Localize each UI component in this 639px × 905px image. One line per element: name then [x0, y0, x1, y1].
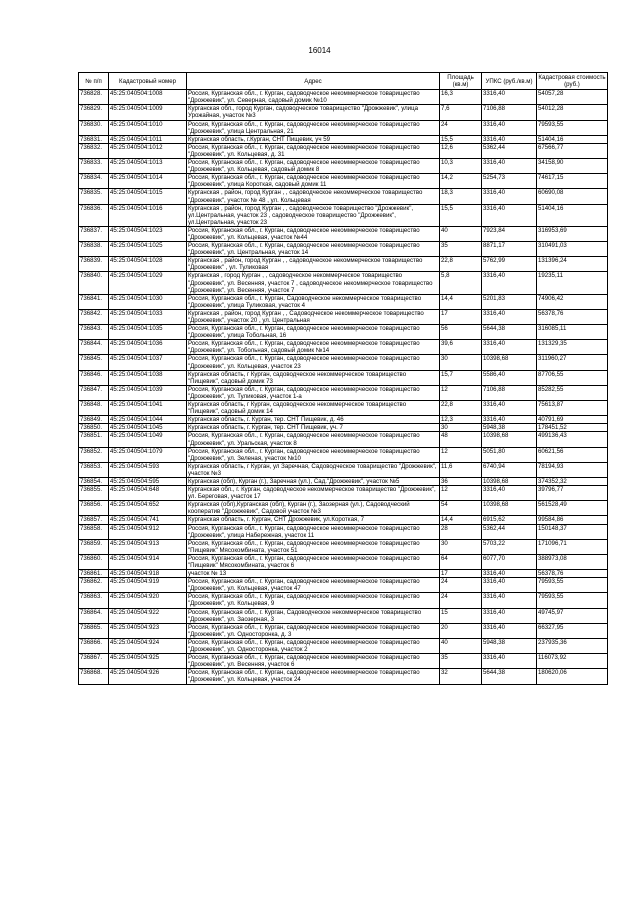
area: 22,8	[440, 257, 482, 272]
cadastral-cost: 311960,27	[537, 355, 608, 370]
address: Курганская область, г. Курган, тер. СНТ Пищевик, д. 46	[187, 416, 440, 424]
upks: 3316,40	[482, 272, 537, 294]
area: 30	[440, 424, 482, 432]
address: Россия, Курганская обл., г. Курган, садоводческое некоммерческое товарищество "Дрожжевик", ул. Зеленая, участок №10	[187, 447, 440, 462]
area: 14,2	[440, 174, 482, 189]
table-row	[79, 424, 608, 432]
row-num: 736836.	[79, 204, 109, 226]
cadastral-number: 45:25:040504:1012	[109, 143, 187, 158]
area: 24	[440, 593, 482, 608]
area: 16,3	[440, 90, 482, 105]
table-row	[79, 370, 608, 385]
table-row	[79, 120, 608, 135]
cadastral-cost: 79593,55	[537, 120, 608, 135]
cadastral-cost: 51404,16	[537, 204, 608, 226]
table-row	[79, 654, 608, 669]
upks: 5703,22	[482, 539, 537, 554]
address: Россия, Курганская обл., г. Курган, садоводческое некоммерческое товарищество "Дрожжевик", улица Центральная, 21	[187, 120, 440, 135]
area: 54	[440, 501, 482, 516]
upks: 5362,44	[482, 524, 537, 539]
area: 12	[440, 486, 482, 501]
area: 15,5	[440, 135, 482, 143]
table-row	[79, 90, 608, 105]
area: 35	[440, 242, 482, 257]
upks: 5254,73	[482, 174, 537, 189]
cadastral-cost: 49745,97	[537, 608, 608, 623]
address: Россия, Курганская обл., г. Курган, садоводческое некоммерческое товарищество "Дрожжевик", ул. Кольцевая, участок 24	[187, 669, 440, 684]
cadastral-cost: 85282,55	[537, 385, 608, 400]
cadastral-number: 45:25:040504:1039	[109, 385, 187, 400]
cadastral-number: 45:25:040504:1037	[109, 355, 187, 370]
row-num: 736845.	[79, 355, 109, 370]
cadastral-number: 45:25:040504:1036	[109, 340, 187, 355]
table-row	[79, 432, 608, 447]
table-row	[79, 242, 608, 257]
table-row	[79, 608, 608, 623]
address: Россия, Курганская обл., г. Курган, Садоводческое некоммерческое товарищество "Дрожжевик", ул. Заозерная, 3	[187, 608, 440, 623]
area: 12,6	[440, 143, 482, 158]
table-row	[79, 623, 608, 638]
area: 30	[440, 355, 482, 370]
row-num: 736852.	[79, 447, 109, 462]
upks: 5644,38	[482, 325, 537, 340]
cadastral-number: 45:25:040504:1028	[109, 257, 187, 272]
table-row	[79, 524, 608, 539]
address: Курганская обл., город Курган, садоводческое товарищество "Дрожжевик", улица Урожайная, участок №3	[187, 105, 440, 120]
area: 20	[440, 623, 482, 638]
cadastral-number: 45:25:040504:920	[109, 593, 187, 608]
upks: 7106,88	[482, 385, 537, 400]
row-num: 736867.	[79, 654, 109, 669]
cadastral-cost: 75613,87	[537, 401, 608, 416]
cadastral-cost: 180620,06	[537, 669, 608, 684]
cadastral-cost: 74617,15	[537, 174, 608, 189]
row-num: 736844.	[79, 340, 109, 355]
cadastral-cost: 39796,77	[537, 486, 608, 501]
area: 48	[440, 432, 482, 447]
address: Россия, Курганская обл., г. Курган, садоводческое некоммерческое товарищество "Дрожжевик", ул. Кольцевая, садовый домик 8	[187, 159, 440, 174]
cadastral-number: 45:25:040504:1014	[109, 174, 187, 189]
table-header-row	[79, 73, 608, 90]
cadastral-number: 45:25:040504:1035	[109, 325, 187, 340]
cadastral-cost: 60621,56	[537, 447, 608, 462]
area: 15,7	[440, 370, 482, 385]
area: 17	[440, 309, 482, 324]
upks: 3316,40	[482, 120, 537, 135]
row-num: 736868.	[79, 669, 109, 684]
address: Курганская , район, город Курган , , садоводческое некоммерческое товарищество "Дрожжевик" , ул. Туликовая	[187, 257, 440, 272]
cadastral-cost: 131329,35	[537, 340, 608, 355]
cadastral-cost: 78194,93	[537, 462, 608, 477]
table-row	[79, 174, 608, 189]
address: Курганская , район, город Курган , , садоводческое некоммерческое товарищество "Дрожжевик", участок № 48 , ул. Кольцевая	[187, 189, 440, 204]
table-row	[79, 578, 608, 593]
address: Курганская область, г Курган, садоводческое некоммерческое товарищество "Пищевик", садовый домик 14	[187, 401, 440, 416]
table-row	[79, 257, 608, 272]
address: Россия, Курганская обл., г. Курган, садоводческое некоммерческое товарищество "Дрожжевик", улица Короткая, садовый домик 11	[187, 174, 440, 189]
area: 32	[440, 669, 482, 684]
upks: 3316,40	[482, 608, 537, 623]
cadastral-cost: 66327,95	[537, 623, 608, 638]
table-row	[79, 593, 608, 608]
address: Курганская область, г. Курган, тер. СНТ Пищевик, уч. 7	[187, 424, 440, 432]
area: 40	[440, 226, 482, 241]
upks: 10398,68	[482, 501, 537, 516]
address: Россия, Курганская обл., г. Курган, Садоводческое некоммерческое товарищество "Дрожжевик", улица Туликовая, участок 4	[187, 294, 440, 309]
row-num: 736857.	[79, 516, 109, 524]
row-num: 736833.	[79, 159, 109, 174]
cadastral-cost: 56378,76	[537, 309, 608, 324]
area: 15	[440, 608, 482, 623]
row-num: 736865.	[79, 623, 109, 638]
table-row	[79, 462, 608, 477]
upks: 6077,70	[482, 554, 537, 569]
address: участок № 13	[187, 570, 440, 578]
cadastral-number: 45:25:040504:924	[109, 638, 187, 653]
address: Курганская область, г.Курган, СНТ Пищевик, уч 59	[187, 135, 440, 143]
address: Россия, Курганская обл., г. Курган, садоводческое некоммерческое товарищество "Пищевик" Мясокомбината, участок 6	[187, 554, 440, 569]
cadastral-cost: 67566,77	[537, 143, 608, 158]
upks: 3316,40	[482, 486, 537, 501]
table-row	[79, 638, 608, 653]
cadastral-number: 45:25:040504:926	[109, 669, 187, 684]
cadastral-cost: 499136,43	[537, 432, 608, 447]
upks: 3316,40	[482, 159, 537, 174]
table-row	[79, 416, 608, 424]
upks: 5586,40	[482, 370, 537, 385]
row-num: 736864.	[79, 608, 109, 623]
area: 12,3	[440, 416, 482, 424]
cadastral-cost: 237935,36	[537, 638, 608, 653]
area: 35	[440, 654, 482, 669]
cadastral-number: 45:25:040504:914	[109, 554, 187, 569]
cadastral-cost: 388973,08	[537, 554, 608, 569]
cadastral-cost: 34158,90	[537, 159, 608, 174]
table-row	[79, 401, 608, 416]
area: 12	[440, 447, 482, 462]
cadastral-number: 45:25:040504:923	[109, 623, 187, 638]
row-num: 736840.	[79, 272, 109, 294]
row-num: 736856.	[79, 501, 109, 516]
address: Курганская (обл), Курган (г.), Заречная (ул.), Сад."Дрожжевик", участок №5	[187, 477, 440, 485]
area: 14,4	[440, 294, 482, 309]
cadastral-cost: 56378,76	[537, 570, 608, 578]
upks: 6740,94	[482, 462, 537, 477]
header-area: Площадь (кв.м)	[440, 73, 482, 90]
address: Россия, Курганская обл., г. Курган, садоводческое некоммерческое товарищество "Дрожжевик", ул. Кольцевая, участок 47	[187, 578, 440, 593]
address: Курганская область, г Курган, садоводческое некоммерческое товарищество "Пищевик", садовый домик 73	[187, 370, 440, 385]
table-row	[79, 355, 608, 370]
address: Россия, Курганская обл., г. Курган, садоводческое некоммерческое товарищество "Дрожжевик", ул. Северная, садовый домик №10	[187, 90, 440, 105]
cadastral-cost: 54012,28	[537, 105, 608, 120]
upks: 5762,99	[482, 257, 537, 272]
table-row	[79, 501, 608, 516]
area: 7,6	[440, 105, 482, 120]
table-row	[79, 325, 608, 340]
area: 24	[440, 120, 482, 135]
row-num: 736849.	[79, 416, 109, 424]
cadastral-cost: 316085,11	[537, 325, 608, 340]
upks: 3316,40	[482, 401, 537, 416]
cadastral-number: 45:25:040504:1025	[109, 242, 187, 257]
address: Россия, Курганская обл., г. Курган, садоводческое некоммерческое товарищество "Дрожжевик", ул. Кольцевая, д. 31	[187, 143, 440, 158]
address: Россия, Курганская обл., г. Курган, садоводческое некоммерческое товарищество "Пищевик" Мясокомбината, участок 51	[187, 539, 440, 554]
cadastral-number: 45:25:040504:1008	[109, 90, 187, 105]
area: 14,4	[440, 516, 482, 524]
address: Россия, Курганская обл., г. Курган, садоводческое некоммерческое товарищество "Дрожжевик", улица Набережная, участок 11	[187, 524, 440, 539]
cadastral-number: 45:25:040504:648	[109, 486, 187, 501]
table-row	[79, 294, 608, 309]
cadastral-number: 45:25:040504:595	[109, 477, 187, 485]
row-num: 736847.	[79, 385, 109, 400]
cadastral-number: 45:25:040504:1029	[109, 272, 187, 294]
area: 40	[440, 638, 482, 653]
row-num: 736862.	[79, 578, 109, 593]
upks: 5201,83	[482, 294, 537, 309]
cadastral-number: 45:25:040504:1049	[109, 432, 187, 447]
area: 22,8	[440, 401, 482, 416]
cadastral-cost: 131396,24	[537, 257, 608, 272]
address: Россия, Курганская обл., г. Курган, садоводческое некоммерческое товарищество "Дрожжевик", улица Тобольная, 16	[187, 325, 440, 340]
cadastral-cost: 374352,32	[537, 477, 608, 485]
area: 10,3	[440, 159, 482, 174]
cadastral-cost: 178451,52	[537, 424, 608, 432]
row-num: 736854.	[79, 477, 109, 485]
table-row	[79, 539, 608, 554]
upks: 3316,40	[482, 570, 537, 578]
upks: 3316,40	[482, 578, 537, 593]
upks: 3316,40	[482, 416, 537, 424]
address: Россия, Курганская обл., г. Курган, садоводческое некоммерческое товарищество "Дрожжевик", ул. Односторонка, д. 3	[187, 623, 440, 638]
row-num: 736850.	[79, 424, 109, 432]
cadastral-number: 45:25:040504:1030	[109, 294, 187, 309]
upks: 10398,68	[482, 355, 537, 370]
address: Курганская (обл),Курганская (обл), Курган (г.), Заозерная (ул.), Садоводческий кооператив "Дрожжевик", Садовой участок №3	[187, 501, 440, 516]
cadastral-cost: 51404,16	[537, 135, 608, 143]
area: 5,8	[440, 272, 482, 294]
address: Курганская область, г Курган, ул Заречная, Садоводческое товарищество "Дрожжевик", участок №3	[187, 462, 440, 477]
upks: 5948,38	[482, 638, 537, 653]
area: 30	[440, 539, 482, 554]
cadastral-number: 45:25:040504:1079	[109, 447, 187, 462]
cadastral-number: 45:25:040504:913	[109, 539, 187, 554]
row-num: 736829.	[79, 105, 109, 120]
cadastral-cost: 60690,08	[537, 189, 608, 204]
cadastral-number: 45:25:040504:1011	[109, 135, 187, 143]
address: Россия, Курганская обл., г. Курган, садоводческое некоммерческое товарищество "Дрожжевик", ул. Тобольная, садовый домик №14	[187, 340, 440, 355]
row-num: 736848.	[79, 401, 109, 416]
table-row	[79, 570, 608, 578]
cadastral-number: 45:25:040504:912	[109, 524, 187, 539]
cadastral-cost: 19235,11	[537, 272, 608, 294]
cadastral-cost: 171096,71	[537, 539, 608, 554]
address: Курганская обл., г. Курган, садоводческое некоммерческое товарищество "Дрожжевик", ул. Береговая, участок 17	[187, 486, 440, 501]
row-num: 736851.	[79, 432, 109, 447]
cadastral-cost: 40791,69	[537, 416, 608, 424]
upks: 10398,68	[482, 477, 537, 485]
area: 64	[440, 554, 482, 569]
upks: 3316,40	[482, 135, 537, 143]
area: 17	[440, 570, 482, 578]
row-num: 736834.	[79, 174, 109, 189]
area: 11,6	[440, 462, 482, 477]
area: 56	[440, 325, 482, 340]
upks: 7106,88	[482, 105, 537, 120]
header-num: № п/п	[79, 73, 109, 90]
upks: 7923,84	[482, 226, 537, 241]
cadastral-number: 45:25:040504:922	[109, 608, 187, 623]
upks: 3316,40	[482, 90, 537, 105]
cadastral-number: 45:25:040504:1016	[109, 204, 187, 226]
upks: 3316,40	[482, 189, 537, 204]
table-row	[79, 135, 608, 143]
row-num: 736853.	[79, 462, 109, 477]
row-num: 736835.	[79, 189, 109, 204]
cadastral-number: 45:25:040504:652	[109, 501, 187, 516]
cadastral-number: 45:25:040504:1010	[109, 120, 187, 135]
cadastral-cost: 87706,55	[537, 370, 608, 385]
row-num: 736831.	[79, 135, 109, 143]
table-row	[79, 554, 608, 569]
table-row	[79, 226, 608, 241]
row-num: 736839.	[79, 257, 109, 272]
row-num: 736838.	[79, 242, 109, 257]
row-num: 736828.	[79, 90, 109, 105]
table-row	[79, 447, 608, 462]
cadastral-number: 45:25:040504:1013	[109, 159, 187, 174]
cadastral-table	[78, 72, 608, 685]
table-row	[79, 385, 608, 400]
upks: 5051,80	[482, 447, 537, 462]
cadastral-cost: 79593,55	[537, 578, 608, 593]
area: 18,3	[440, 189, 482, 204]
cadastral-cost: 116073,92	[537, 654, 608, 669]
address: Россия, Курганская обл., г. Курган, садоводческое некоммерческое товарищество "Дрожжевик", ул. Туликовая, участок 1-а	[187, 385, 440, 400]
header-address: Адрес	[187, 73, 440, 90]
cadastral-number: 45:25:040504:1033	[109, 309, 187, 324]
table-row	[79, 486, 608, 501]
area: 36	[440, 477, 482, 485]
address: Россия, Курганская обл., г. Курган, садоводческое некоммерческое товарищество "Дрожжевик", ул. Уральская, участок 8	[187, 432, 440, 447]
row-num: 736855.	[79, 486, 109, 501]
row-num: 736860.	[79, 554, 109, 569]
cadastral-number: 45:25:040504:1041	[109, 401, 187, 416]
address: Курганская , город Курган , , садоводческое некоммерческое товарищество "Дрожжевик", ул. Весенняя, участок 7 , садоводческое некоммерческое товарищество "Дрожжевик", ул. Весенняя, участок 7	[187, 272, 440, 294]
header-cost: Кадастровая стоимость (руб.)	[538, 74, 606, 89]
cadastral-cost: 150148,37	[537, 524, 608, 539]
upks: 3316,40	[482, 204, 537, 226]
address: Россия, Курганская обл., г. Курган, садоводческое некоммерческое товарищество "Дрожжевик", ул. Кольцевая, 9	[187, 593, 440, 608]
cadastral-number: 45:25:040504:741	[109, 516, 187, 524]
cadastral-cost: 316953,69	[537, 226, 608, 241]
row-num: 736846.	[79, 370, 109, 385]
table-row	[79, 272, 608, 294]
table-row	[79, 143, 608, 158]
row-num: 736842.	[79, 309, 109, 324]
row-num: 736843.	[79, 325, 109, 340]
row-num: 736859.	[79, 539, 109, 554]
address: Россия, Курганская обл., г. Курган, садоводческое некоммерческое товарищество "Дрожжевик", ул. Весенняя, участок 6	[187, 654, 440, 669]
address: Россия, Курганская обл., г. Курган, садоводческое некоммерческое товарищество "Дрожжевик", ул. Односторонка, участок 2	[187, 638, 440, 653]
header-cadastral: Кадастровый номер	[109, 73, 187, 90]
cadastral-number: 45:25:040504:1023	[109, 226, 187, 241]
cadastral-cost: 310491,03	[537, 242, 608, 257]
cadastral-number: 45:25:040504:1009	[109, 105, 187, 120]
row-num: 736863.	[79, 593, 109, 608]
cadastral-number: 45:25:040504:919	[109, 578, 187, 593]
upks: 3316,40	[482, 623, 537, 638]
row-num: 736837.	[79, 226, 109, 241]
address: Курганская , район, город Курган , , Садоводческое некоммерческое товарищество "Дрожжевик", участок 20 , ул. Центральная	[187, 309, 440, 324]
row-num: 736858.	[79, 524, 109, 539]
cadastral-number: 45:25:040504:1044	[109, 416, 187, 424]
upks: 5362,44	[482, 143, 537, 158]
table-body	[79, 90, 608, 684]
area: 12	[440, 385, 482, 400]
cadastral-number: 45:25:040504:593	[109, 462, 187, 477]
upks: 3316,40	[482, 593, 537, 608]
table-row	[79, 669, 608, 684]
upks: 5948,38	[482, 424, 537, 432]
cadastral-cost: 79593,55	[537, 593, 608, 608]
table-row	[79, 204, 608, 226]
address: Курганская , район, город Курган , , садоводческое товарищество "Дрожжевик", ул.Центральная, участок 23 , садоводческое товарищество "Дрожжевик", ул.Центральная, участок 23	[187, 204, 440, 226]
upks: 3316,40	[482, 340, 537, 355]
address: Россия, Курганская обл., г. Курган, садоводческое некоммерческое товарищество "Дрожжевик", ул. Центральная, участок 14	[187, 242, 440, 257]
cadastral-cost: 561528,49	[537, 501, 608, 516]
table-row	[79, 477, 608, 485]
upks: 8871,17	[482, 242, 537, 257]
address: Россия, Курганская обл., г. Курган, садоводческое некоммерческое товарищество "Дрожжевик", ул. Кольцевая, участок 23	[187, 355, 440, 370]
cadastral-number: 45:25:040504:1045	[109, 424, 187, 432]
table-row	[79, 309, 608, 324]
cadastral-cost: 99584,86	[537, 516, 608, 524]
area: 24	[440, 578, 482, 593]
table-row	[79, 189, 608, 204]
cadastral-number: 45:25:040504:925	[109, 654, 187, 669]
cadastral-cost: 74906,42	[537, 294, 608, 309]
table-row	[79, 159, 608, 174]
upks: 3316,40	[482, 654, 537, 669]
area: 39,6	[440, 340, 482, 355]
row-num: 736861.	[79, 570, 109, 578]
table-row	[79, 105, 608, 120]
address: Россия, Курганская обл., г. Курган, садоводческое некоммерческое товарищество "Дрожжевик", ул. Кольцевая, участок №44	[187, 226, 440, 241]
header-upks: УПКС (руб./кв.м)	[482, 73, 537, 90]
table-row	[79, 516, 608, 524]
row-num: 736866.	[79, 638, 109, 653]
cadastral-number: 45:25:040504:918	[109, 570, 187, 578]
upks: 10398,68	[482, 432, 537, 447]
row-num: 736830.	[79, 120, 109, 135]
row-num: 736832.	[79, 143, 109, 158]
upks: 3316,40	[482, 309, 537, 324]
cadastral-number: 45:25:040504:1015	[109, 189, 187, 204]
upks: 5644,38	[482, 669, 537, 684]
cadastral-cost: 54057,28	[537, 90, 608, 105]
row-num: 736841.	[79, 294, 109, 309]
cadastral-number: 45:25:040504:1038	[109, 370, 187, 385]
address: Курганская область, г. Курган, СНТ Дрожжевик, ул.Короткая, 7	[187, 516, 440, 524]
area: 15,5	[440, 204, 482, 226]
area: 28	[440, 524, 482, 539]
upks: 6915,62	[482, 516, 537, 524]
page-number: 16014	[308, 46, 331, 55]
table-row	[79, 340, 608, 355]
